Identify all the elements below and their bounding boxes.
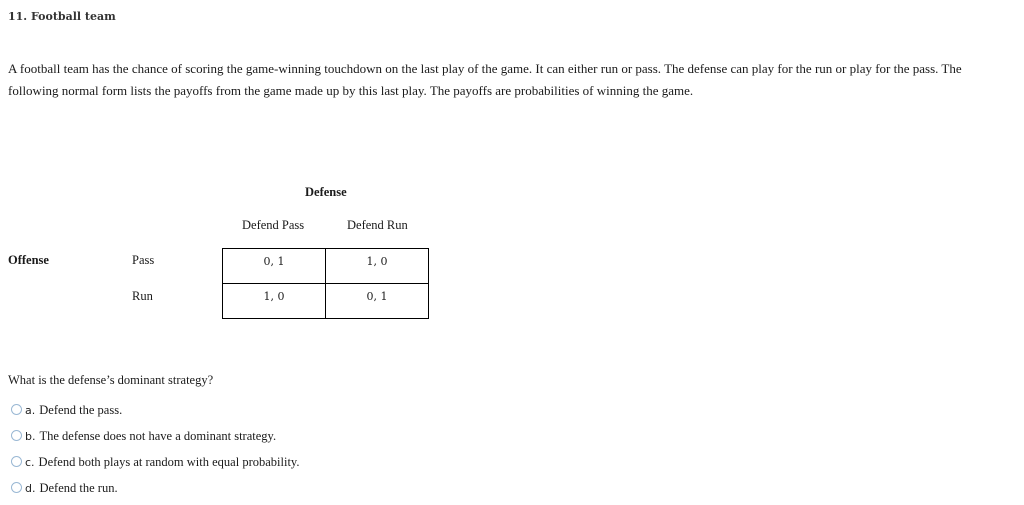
option-letter: c.: [25, 455, 35, 469]
option-text: The defense does not have a dominant strategy.: [39, 428, 277, 443]
payoff-cell: 1, 0: [223, 284, 326, 319]
payoff-cell: 1, 0: [326, 249, 429, 284]
radio-button[interactable]: [11, 404, 22, 415]
radio-button[interactable]: [11, 430, 22, 441]
radio-button[interactable]: [11, 456, 22, 467]
option-letter: b.: [25, 429, 36, 443]
radio-button[interactable]: [11, 482, 22, 493]
answer-option-d[interactable]: [11, 475, 299, 501]
row-header-run: Run: [132, 289, 153, 303]
question-prompt: What is the defense’s dominant strategy?: [8, 373, 214, 387]
row-header-pass: Pass: [132, 253, 155, 267]
row-player-label: Offense: [8, 253, 49, 267]
column-header-defend-pass: Defend Pass: [242, 218, 305, 232]
answer-option-c[interactable]: [11, 449, 299, 475]
payoff-cell: 0, 1: [326, 284, 429, 319]
payoff-row-run: [223, 284, 429, 319]
answer-option-b[interactable]: [11, 423, 299, 449]
column-header-defend-run: Defend Run: [347, 218, 408, 232]
answer-options: [11, 397, 299, 501]
payoff-cell: 0, 1: [223, 249, 326, 284]
option-letter: a.: [25, 403, 36, 417]
option-text: Defend the run.: [39, 480, 118, 495]
question-title: 11. Football team: [8, 10, 116, 23]
payoff-row-pass: [223, 249, 429, 284]
column-player-label: Defense: [305, 185, 347, 199]
option-text: Defend the pass.: [39, 402, 123, 417]
option-letter: d.: [25, 481, 36, 495]
option-text: Defend both plays at random with equal probability.: [38, 454, 300, 469]
question-intro: A football team has the chance of scoring the game-winning touchdown on the last play of the game. It can either run or pass. The defense can play for the run or play for the pass. The following normal form lists the payoffs from the game made up by this last play. The payoffs are probabilities of winning the game.: [8, 61, 962, 98]
payoff-matrix: [222, 248, 429, 319]
answer-option-a[interactable]: [11, 397, 299, 423]
